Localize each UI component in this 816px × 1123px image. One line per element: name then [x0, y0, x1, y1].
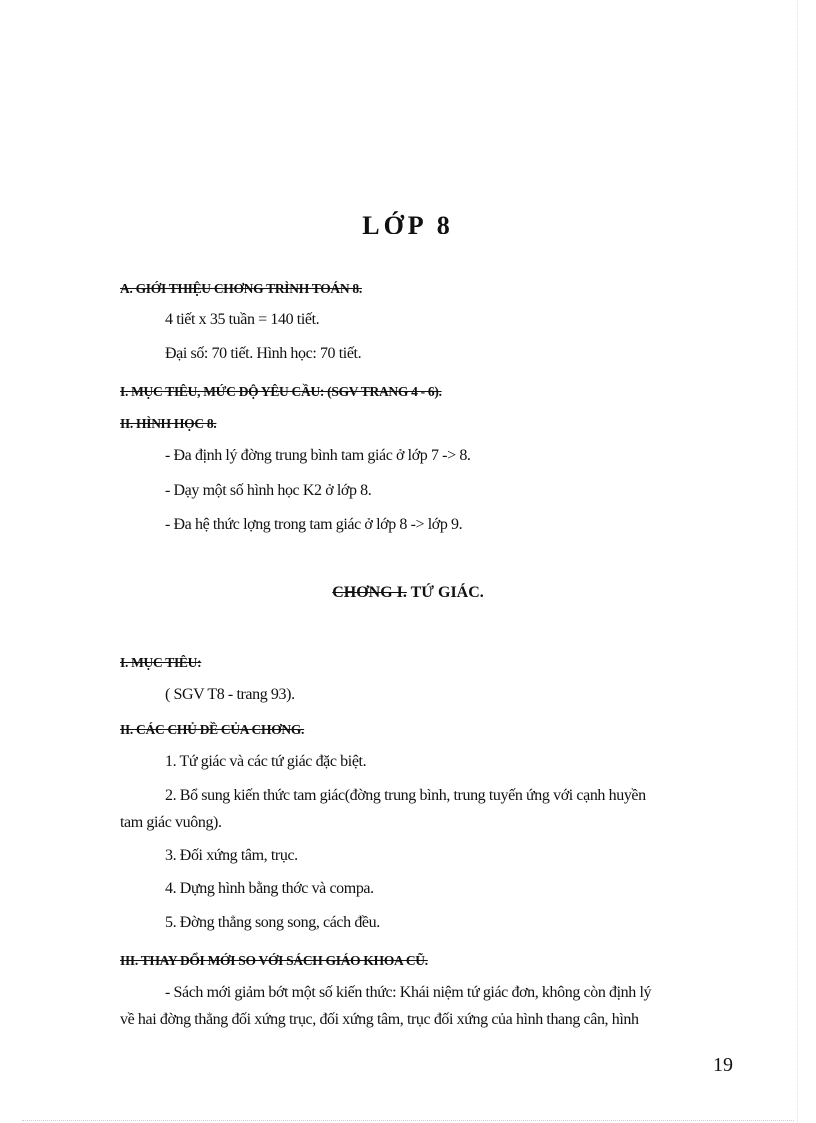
section2-item-3: - Đa hệ thức lợng trong tam giác ở lớp 8 -> lớp 9.	[165, 516, 463, 533]
intro-line-1: 4 tiết x 35 tuần = 140 tiết.	[165, 311, 320, 328]
topics-item-2-cont: tam giác vuông).	[120, 814, 222, 831]
topics-item-1: 1. Tứ giác và các tứ giác đặc biệt.	[165, 753, 367, 770]
chapter-heading	[0, 584, 816, 602]
intro-heading: A. GIỚI THIỆU CHƠNG TRÌNH TOÁN 8.	[120, 281, 362, 296]
section1-heading: I. MỤC TIÊU, MỨC ĐỘ YÊU CẦU: (SGV TRANG 4 - 6).	[120, 384, 442, 399]
changes-heading: III. THAY ĐỔI MỚI SO VỚI SÁCH GIÁO KHOA CŨ.	[120, 953, 428, 968]
topics-item-3: 3. Đối xứng tâm, trục.	[165, 847, 298, 864]
topics-heading: II. CÁC CHỦ ĐỀ CỦA CHƠNG.	[120, 722, 305, 737]
right-dotted-border	[797, 0, 798, 1123]
section2-item-2: - Dạy một số hình học K2 ở lớp 8.	[165, 482, 372, 499]
bottom-dotted-border	[22, 1120, 794, 1121]
page-title: LỚP 8	[362, 211, 454, 234]
page-number: 19	[713, 1054, 733, 1076]
chapter-title: TỨ GIÁC.	[406, 584, 484, 601]
changes-line-2: về hai đờng thẳng đối xứng trục, đối xứng tâm, trục đối xứng của hình thang cân, hình	[120, 1011, 639, 1028]
intro-line-2: Đại số: 70 tiết. Hình học: 70 tiết.	[165, 345, 362, 362]
changes-line-1: - Sách mới giảm bớt một số kiến thức: Khái niệm tứ giác đơn, không còn định lý	[165, 984, 652, 1001]
topics-item-2: 2. Bổ sung kiến thức tam giác(đờng trung bình, trung tuyến ứng với cạnh huyền	[165, 787, 646, 804]
topics-item-5: 5. Đờng thẳng song song, cách đều.	[165, 914, 380, 931]
topics-item-4: 4. Dựng hình bằng thớc và compa.	[165, 880, 374, 897]
chapter-label: CHƠNG I.	[332, 584, 407, 601]
objectives-heading: I. MỤC TIÊU:	[120, 655, 202, 670]
objectives-text: ( SGV T8 - trang 93).	[165, 686, 295, 703]
section2-item-1: - Đa định lý đờng trung bình tam giác ở lớp 7 -> 8.	[165, 447, 471, 464]
section2-heading: II. HÌNH HỌC 8.	[120, 416, 217, 431]
